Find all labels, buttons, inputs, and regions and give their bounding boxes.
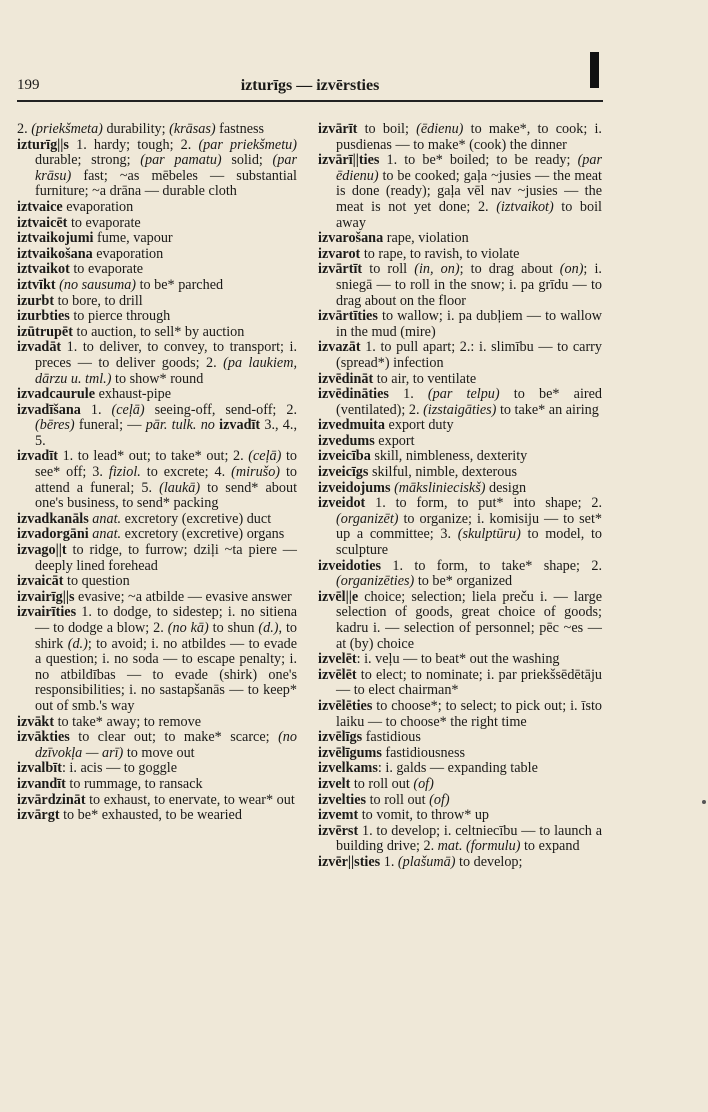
- entry-text: to air, to ventilate: [373, 370, 477, 387]
- dictionary-entry: [17, 387, 297, 403]
- dictionary-entry: [17, 777, 297, 793]
- dictionary-entry: [318, 449, 602, 465]
- entry-text: exhaust-pipe: [95, 386, 172, 403]
- entry-text: evaporation: [62, 198, 134, 215]
- entry-text: to elect; to nominate; i. par priekšsēdētāju — to elect chairman*: [336, 666, 602, 699]
- entry-text: to vomit, to throw* up: [358, 807, 490, 824]
- dictionary-entry: [318, 668, 602, 699]
- entry-text: to be* exhausted, to be wearied: [59, 807, 242, 824]
- entry-text: solid;: [221, 152, 273, 169]
- entry-headword: izvārtīt: [318, 261, 363, 278]
- right-column: [318, 122, 602, 871]
- entry-text: : i. acis — to goggle: [61, 760, 177, 777]
- dictionary-entry: [17, 527, 297, 543]
- entry-text: 2.: [17, 121, 32, 137]
- entry-text: (no dzīvokļa — arī): [35, 729, 297, 761]
- entry-text: to expand: [520, 838, 580, 855]
- entry-text: to take* away; to remove: [54, 713, 201, 730]
- entry-text: to model, to sculpture: [336, 526, 602, 559]
- entry-text: to ridge, to furrow; dziļi ~ta piere — deeply lined forehead: [35, 542, 297, 574]
- dictionary-entry: [17, 340, 297, 387]
- entry-text: , to shirk: [35, 620, 298, 652]
- entry-text: (skulptūru): [457, 526, 521, 543]
- dictionary-entry: [318, 122, 602, 153]
- entry-text: (izstaigāties): [423, 401, 497, 418]
- dictionary-entry: [17, 574, 297, 590]
- entry-text: to organize; i. komisiju — to set* up a committee; 3.: [336, 510, 602, 543]
- entry-headword: izvairīties: [17, 604, 77, 621]
- entry-text: export duty: [385, 417, 454, 434]
- dictionary-entry: [318, 465, 602, 481]
- entry-text: 1. to be* boiled; to be ready;: [379, 152, 578, 169]
- entry-text: : i. veļu — to beat* out the washing: [356, 651, 560, 668]
- entry-text: to auction, to sell* by auction: [72, 323, 245, 340]
- dictionary-entry: [17, 138, 297, 200]
- entry-text: (priekšmeta): [31, 121, 103, 137]
- dictionary-entry: [318, 793, 602, 809]
- entry-text: ; to drag about: [459, 261, 560, 278]
- dictionary-entry: [318, 496, 602, 558]
- dictionary-entry: [318, 855, 602, 871]
- entry-headword: izvēr||sties: [318, 853, 381, 870]
- dictionary-entry: [17, 590, 297, 606]
- entry-text: pār. tulk. no: [145, 417, 215, 434]
- entry-text: 1. to pull apart; 2.: i. slimību — to carry (spread*) infection: [336, 339, 602, 371]
- entry-headword: izvārīt: [318, 121, 358, 137]
- entry-headword: iztvaikojumi: [17, 230, 94, 247]
- dictionary-entry: [17, 231, 297, 247]
- entry-text: to be cooked; gaļa ~jusies — the meat is done (ready); gaļa vēl nav ~jusies — the meat is not yet done; 2.: [336, 167, 602, 215]
- entry-text: 1. to develop; i. celtniecību — to launch a building drive; 2.: [336, 822, 602, 855]
- entry-text: export: [374, 432, 415, 449]
- dictionary-entry: [318, 372, 602, 388]
- entry-text: to be* organized: [414, 573, 513, 590]
- entry-headword: iztvaicēt: [17, 214, 68, 231]
- entry-text: rape, violation: [383, 230, 469, 247]
- dictionary-entry: [318, 761, 602, 777]
- entry-text: to question: [63, 573, 130, 590]
- entry-headword: izvārī||ties: [318, 152, 380, 169]
- entry-text: (no sausuma): [59, 276, 137, 293]
- entry-headword: izveidojums: [318, 479, 391, 496]
- entry-text: (of): [429, 791, 450, 808]
- entry-headword: iztvaikot: [17, 261, 70, 278]
- entry-text: evaporation: [92, 245, 164, 262]
- dictionary-entry: [318, 340, 602, 371]
- dictionary-entry: [318, 699, 602, 730]
- paper-speck: [702, 800, 706, 804]
- dictionary-entry: [318, 387, 602, 418]
- entry-headword: izveicība: [318, 448, 371, 465]
- entry-text: (par krāsu): [35, 152, 297, 184]
- dictionary-entry: [17, 543, 297, 574]
- entry-headword: izvedmuita: [318, 417, 385, 434]
- entry-text: (krāsas): [169, 121, 216, 137]
- dictionary-entry: [17, 808, 297, 824]
- entry-text: to rape, to ravish, to violate: [360, 245, 520, 262]
- entry-text: to roll out: [350, 775, 414, 792]
- entry-headword: izvēlēt: [318, 666, 357, 683]
- entry-headword: izvelties: [318, 791, 367, 808]
- entry-text: (laukā): [159, 479, 201, 496]
- header-rule: [17, 100, 603, 102]
- entry-headword: izurbt: [17, 292, 55, 309]
- entry-text: (par ēdienu): [336, 152, 602, 184]
- entry-text: (par telpu): [427, 386, 500, 403]
- dictionary-entry: [17, 715, 297, 731]
- entry-text: 1. to deliver, to convey, to transport; i. preces — to deliver goods; 2.: [35, 339, 297, 371]
- entry-text: evasive; ~a atbilde — evasive answer: [74, 588, 292, 605]
- running-head: [17, 72, 603, 98]
- entry-text: to evaporate: [69, 261, 144, 278]
- dictionary-entry: [17, 247, 297, 263]
- entry-headword: izvārgt: [17, 807, 60, 824]
- dictionary-entry: [17, 512, 297, 528]
- entry-headword: izvēl||e: [318, 588, 359, 605]
- dictionary-entry: [318, 481, 602, 497]
- entry-text: (formulu): [466, 838, 521, 855]
- entry-text: mat.: [437, 838, 463, 855]
- dictionary-entry: [17, 262, 297, 278]
- entry-headword: izvadīšana: [17, 401, 81, 418]
- entry-headword: izvelkams: [318, 760, 378, 777]
- dictionary-entry: [17, 449, 297, 511]
- entry-headword: izūtrupēt: [17, 323, 73, 340]
- dictionary-entry: [17, 309, 297, 325]
- entry-headword: izvēdināt: [318, 370, 374, 387]
- entry-text: to shun: [208, 620, 259, 636]
- entry-text: to be* aired (ventilated); 2.: [336, 386, 603, 418]
- entry-text: (organizēt): [336, 510, 399, 527]
- entry-text: fume, vapour: [93, 230, 173, 247]
- dictionary-entry: [17, 605, 297, 714]
- entry-text: 1.: [388, 386, 428, 403]
- entry-headword: izturīg||s: [17, 136, 69, 153]
- dictionary-entry: [318, 808, 602, 824]
- running-headwords: izturīgs — izvērsties: [240, 77, 380, 94]
- entry-text: : i. galds — expanding table: [377, 760, 538, 777]
- entry-text: 1. to lead* out; to take* out; 2.: [57, 448, 249, 465]
- entry-text: fastidiousness: [381, 744, 465, 761]
- dictionary-entry: [17, 403, 297, 450]
- entry-text: to be* parched: [136, 276, 224, 293]
- entry-text: to choose*; to select; to pick out; i. īsto laiku — to choose* the right time: [336, 697, 602, 730]
- entry-headword: izvārtīties: [318, 308, 378, 325]
- entry-text: funeral; —: [74, 417, 146, 434]
- entry-headword: izvalbīt: [17, 760, 62, 777]
- dictionary-entry: [17, 278, 297, 294]
- entry-text: excretory (excretive) organs: [121, 526, 285, 543]
- entry-text: to attend a funeral; 5.: [35, 464, 297, 496]
- entry-text: 1. to form, to put* into shape; 2.: [365, 495, 602, 512]
- entry-text: to exhaust, to enervate, to wear* out: [85, 791, 295, 808]
- entry-text: anat.: [92, 510, 122, 527]
- dictionary-entry: [17, 325, 297, 341]
- left-column: [17, 122, 297, 824]
- entry-text: design: [485, 479, 527, 496]
- entry-text: to wallow; i. pa dubļiem — to wallow in the mud (mire): [336, 308, 602, 340]
- entry-headword: izvēlīgums: [318, 744, 382, 761]
- entry-text: to rummage, to ransack: [65, 775, 203, 792]
- entry-headword: izvēdināties: [318, 386, 389, 403]
- entry-text: fiziol.: [108, 464, 141, 481]
- dictionary-entry: [318, 746, 602, 762]
- entry-headword: izveicīgs: [318, 464, 369, 481]
- entry-headword: izvadīt: [219, 417, 261, 434]
- entry-text: (in, on): [414, 261, 460, 278]
- entry-text: to make*, to cook; i. pusdienas — to make* (cook) the dinner: [336, 121, 602, 153]
- entry-text: 1.: [380, 853, 398, 870]
- entry-text: durability;: [102, 121, 170, 137]
- dictionary-entry: [318, 153, 602, 231]
- entry-text: to clear out; to make* scarce;: [69, 729, 279, 746]
- dictionary-entry: [318, 434, 602, 450]
- dictionary-entry: [17, 294, 297, 310]
- entry-text: (pa laukiem, dārzu u. tml.): [35, 354, 297, 387]
- dictionary-entry: [318, 309, 602, 340]
- entry-text: to boil;: [357, 121, 417, 137]
- entry-text: to move out: [123, 744, 195, 761]
- entry-text: (iztvaikot): [496, 198, 554, 215]
- dictionary-entry: [17, 761, 297, 777]
- entry-text: (on): [559, 261, 584, 278]
- entry-headword: izurbties: [17, 308, 70, 325]
- entry-text: (d.): [67, 635, 88, 652]
- entry-text: to develop;: [455, 853, 523, 870]
- entry-headword: izvelēt: [318, 651, 357, 668]
- entry-text: 1. hardy; tough; 2.: [68, 136, 199, 153]
- entry-headword: izvandīt: [17, 775, 66, 792]
- entry-text: to roll: [362, 261, 415, 278]
- entry-text: ; i. sniegā — to roll in the snow; i. pa grīdu — to drag about on the floor: [336, 261, 602, 309]
- entry-text: excretory (excretive) duct: [121, 510, 272, 527]
- entry-headword: izvērst: [318, 822, 359, 839]
- entry-headword: izvazāt: [318, 339, 361, 356]
- entry-headword: iztvaice: [17, 198, 63, 215]
- thumb-index-letter: [590, 52, 599, 88]
- entry-text: to roll out: [366, 791, 430, 808]
- entry-text: 1. to form, to take* shape; 2.: [381, 557, 602, 574]
- entry-text: to send* about one's business, to send* packing: [35, 479, 298, 512]
- entry-text: seeing-off, send-off; 2.: [144, 401, 297, 418]
- entry-text: anat.: [92, 526, 122, 543]
- dictionary-entry: [318, 262, 602, 309]
- entry-text: skill, nimbleness, dexterity: [370, 448, 528, 465]
- entry-text: fastness: [215, 121, 265, 137]
- dictionary-entry: [318, 247, 602, 263]
- entry-text: (ceļā): [111, 401, 145, 418]
- entry-text: (par pamatu): [140, 152, 222, 169]
- page-number: 199: [17, 77, 40, 93]
- entry-headword: izvadcaurule: [17, 386, 96, 403]
- entry-headword: iztvaikošana: [17, 245, 93, 262]
- entry-text: fastidious: [362, 729, 421, 746]
- dictionary-entry: [318, 559, 602, 590]
- dictionary-entry: [17, 730, 297, 761]
- entry-headword: iztvīkt: [17, 276, 56, 293]
- entry-text: (ceļā): [248, 448, 282, 465]
- entry-text: (d.): [258, 620, 279, 636]
- entry-text: (bēres): [35, 417, 75, 434]
- entry-headword: izvarošana: [318, 230, 384, 247]
- entry-headword: izvarot: [318, 245, 361, 262]
- entry-text: 3., 4., 5.: [35, 417, 297, 449]
- entry-headword: izvēlīgs: [318, 729, 363, 746]
- entry-headword: izvago||t: [17, 542, 67, 559]
- entry-headword: izvelt: [318, 775, 351, 792]
- entry-text: to bore, to drill: [54, 292, 143, 309]
- dictionary-entry: [17, 793, 297, 809]
- entry-headword: izvadīt: [17, 448, 58, 465]
- dictionary-entry: [17, 122, 297, 138]
- entry-text: durable; strong;: [35, 152, 141, 169]
- entry-text: to excrete; 4.: [140, 464, 232, 481]
- entry-headword: izvadorgāni: [17, 526, 89, 543]
- entry-headword: izvedums: [318, 432, 375, 449]
- entry-text: (ēdienu): [416, 121, 464, 137]
- entry-text: to evaporate: [67, 214, 141, 231]
- entry-text: to boil away: [336, 198, 602, 231]
- entry-headword: izvemt: [318, 807, 359, 824]
- entry-headword: izveidot: [318, 495, 366, 512]
- entry-text: (par priekšmetu): [198, 136, 297, 153]
- entry-headword: izvākt: [17, 713, 55, 730]
- dictionary-entry: [17, 200, 297, 216]
- dictionary-entry: [318, 418, 602, 434]
- entry-headword: izvadāt: [17, 339, 62, 356]
- entry-text: 1.: [80, 401, 112, 418]
- entry-text: to show* round: [111, 370, 204, 387]
- dictionary-entry: [318, 652, 602, 668]
- entry-text: to take* an airing: [496, 401, 599, 418]
- entry-headword: izvairīg||s: [17, 588, 75, 605]
- entry-text: (organizēties): [336, 573, 415, 590]
- dictionary-entry: [318, 590, 602, 652]
- entry-headword: izvaicāt: [17, 573, 64, 590]
- dictionary-entry: [318, 231, 602, 247]
- entry-text: (no kā): [167, 620, 209, 636]
- dictionary-entry: [318, 824, 602, 855]
- entry-text: 1. to dodge, to sidestep; i. no sitiena — to dodge a blow; 2.: [35, 604, 297, 636]
- entry-text: skilful, nimble, dexterous: [368, 464, 517, 481]
- entry-headword: izvadkanāls: [17, 510, 89, 527]
- dictionary-entry: [318, 777, 602, 793]
- entry-text: to pierce through: [69, 308, 171, 325]
- entry-text: to see* off; 3.: [35, 448, 297, 481]
- entry-headword: izvākties: [17, 729, 70, 746]
- entry-text: ; to avoid; i. no atbildes — to evade a question; i. no soda — to escape penalty; i. no atbildības — to evade (shirk) one's responsibilities; i. no sastapšanās — to keep* out of smb.'s way: [35, 635, 298, 714]
- dictionary-entry: [318, 730, 602, 746]
- entry-text: (mirušo): [231, 464, 281, 481]
- entry-headword: izvārdzināt: [17, 791, 86, 808]
- entry-text: choice; selection; liela preču i. — large selection of goods, great choice of goods; kadru i. — selection of personnel; pēc ~es — at (by) choice: [336, 588, 602, 652]
- entry-text: (mākslinieciskš): [394, 479, 486, 496]
- entry-text: (plašumā): [397, 853, 456, 870]
- entry-text: (of): [413, 775, 434, 792]
- entry-text: fast; ~as mēbeles — substantial furniture; ~a drāna — durable cloth: [35, 167, 297, 200]
- entry-headword: izvēlēties: [318, 697, 373, 714]
- entry-headword: izveidoties: [318, 557, 382, 574]
- dictionary-entry: [17, 216, 297, 232]
